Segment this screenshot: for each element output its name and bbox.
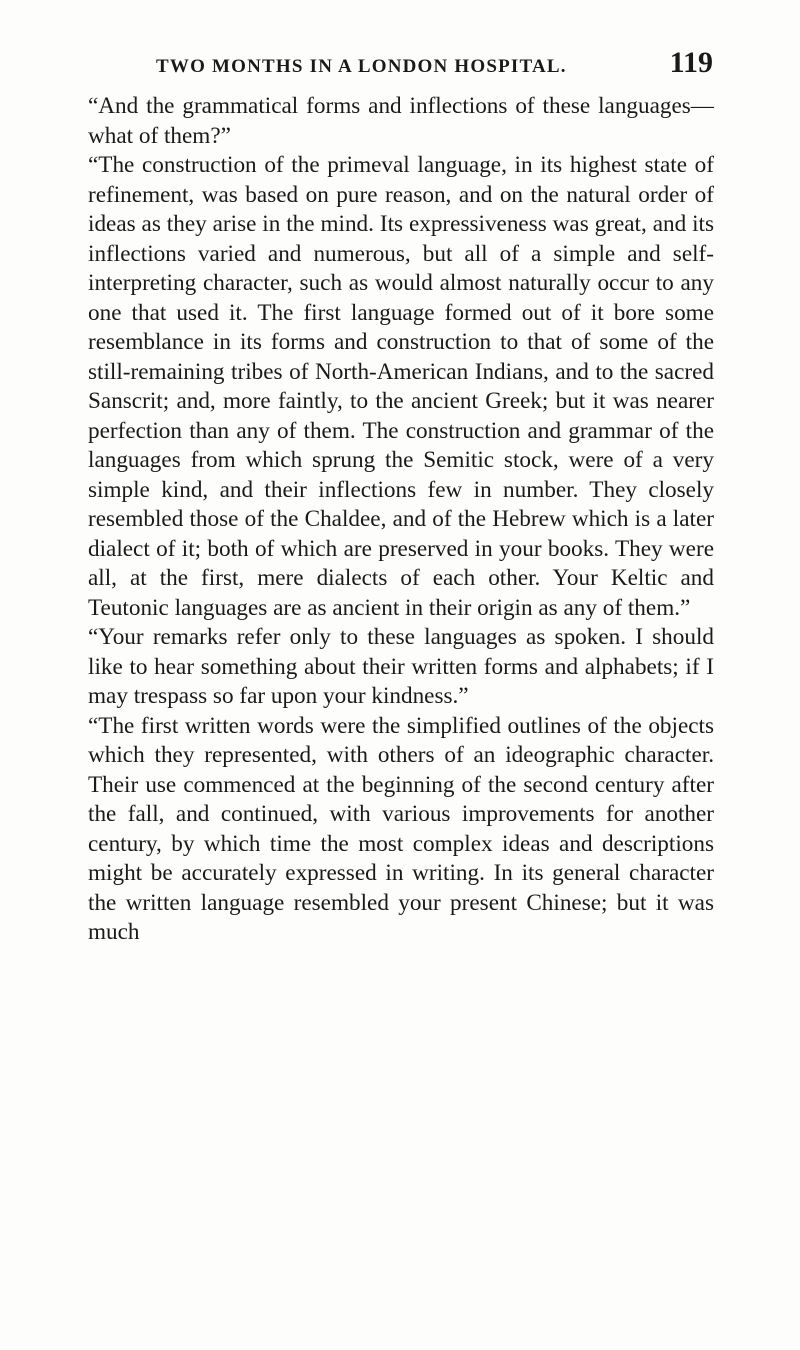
page-header xyxy=(88,48,713,88)
running-title: TWO MONTHS IN A LONDON HOSPITAL. xyxy=(156,56,567,77)
paragraph-4: “The first written words were the simplified outlines of the objects which they represented, with others of an ideographic character. Their use commenced at the beginning of the second century after the fall, and continued, with various improvements for another century, by which time the most complex ideas and descriptions might be accurately expressed in writing. In its general character the written language resembled your present Chinese; but it was much xyxy=(88,712,714,945)
paragraph-1: “And the grammatical forms and inflections of these languages—what of them?” xyxy=(88,93,714,149)
page-number: 119 xyxy=(669,46,713,79)
body-text xyxy=(88,92,714,948)
paragraph-3: “Your remarks refer only to these languages as spoken. I should like to hear something about their written forms and alphabets; if I may trespass so far upon your kindness.” xyxy=(88,624,714,709)
paragraph-2: “The construction of the primeval language, in its highest state of refinement, was based on pure reason, and on the natural order of ideas as they arise in the mind. Its expressiveness was great, and its inflections varied and numerous, but all of a simple and self-interpreting character, such as would almost naturally occur to any one that used it. The first language formed out of it bore some resemblance in its forms and construction to that of some of the still-remaining tribes of North-American Indians, and to the sacred Sanscrit; and, more faintly, to the ancient Greek; but it was nearer perfection than any of them. The construction and grammar of the languages from which sprung the Semitic stock, were of a very simple kind, and their inflections few in number. They closely resembled those of the Chaldee, and of the Hebrew which is a later dialect of it; both of which are preserved in your books. They were all, at the first, mere dialects of each other. Your Keltic and Teutonic languages are as ancient in their origin as any of them.” xyxy=(88,152,714,621)
